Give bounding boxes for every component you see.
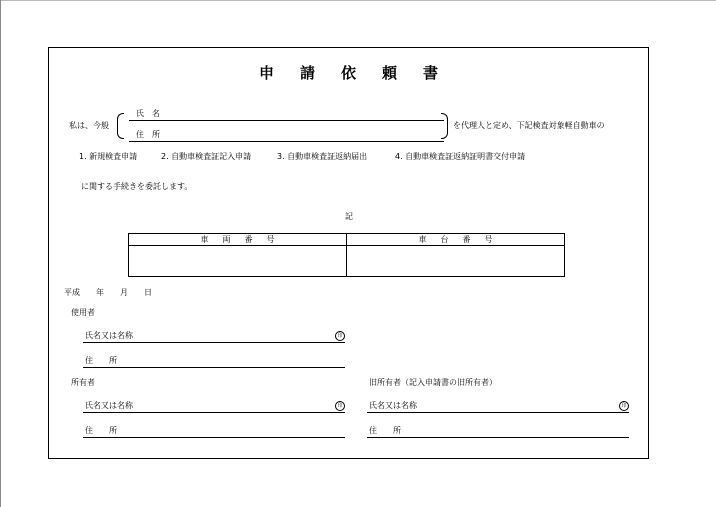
vehicle-number-cell[interactable] [129,246,347,277]
vehicle-number-header: 車両番号 [129,234,347,246]
former-owner-heading: 旧所有者（記入申請書の旧所有者） [369,378,497,387]
owner-address-line[interactable] [83,437,345,438]
page-left-edge [0,0,1,507]
former-owner-name-label: 氏名又は名称 [369,401,417,410]
user-heading: 使用者 [71,308,95,317]
request-form [48,47,649,459]
vehicle-table [128,233,565,277]
delegation-text: に関する手続きを委託します。 [81,182,193,191]
form-title: 申請依頼書 [258,64,464,82]
page-top-edge [0,0,716,1]
owner-name-line[interactable] [83,412,345,413]
left-bracket [117,113,124,139]
agent-address-label: 住 所 [136,130,160,139]
date-line: 平成 年 月 日 [64,288,152,297]
option-certificate-return: 3. 自動車検査証返納届出 [277,152,368,161]
option-return-certificate-issue: 4. 自動車検査証返納証明書交付申請 [395,152,526,161]
user-address-label: 住 所 [85,356,117,365]
user-address-line[interactable] [83,367,345,368]
user-name-line[interactable] [83,342,345,343]
intro-prefix: 私は、今般 [69,121,109,130]
former-owner-address-line[interactable] [367,437,629,438]
chassis-number-cell[interactable] [347,246,565,277]
option-certificate-entry: 2. 自動車検査証記入申請 [161,152,252,161]
owner-name-label: 氏名又は名称 [85,401,133,410]
owner-heading: 所有者 [71,378,95,387]
owner-seal-mark: 印 [335,401,345,411]
user-seal-mark: 印 [335,331,345,341]
ki-label: 記 [345,212,353,221]
intro-suffix: を代理人と定め、下記検査対象軽自動車の [453,121,605,130]
user-name-label: 氏名又は名称 [85,331,133,340]
agent-name-line[interactable] [129,120,444,121]
former-owner-address-label: 住 所 [369,426,401,435]
owner-address-label: 住 所 [85,426,117,435]
former-owner-name-line[interactable] [367,412,629,413]
agent-name-label: 氏 名 [136,109,160,118]
chassis-number-header: 車台番号 [347,234,565,246]
agent-address-line[interactable] [129,141,444,142]
option-new-inspection: 1. 新規検査申請 [79,152,138,161]
right-bracket [441,113,448,139]
former-owner-seal-mark: 印 [619,401,629,411]
